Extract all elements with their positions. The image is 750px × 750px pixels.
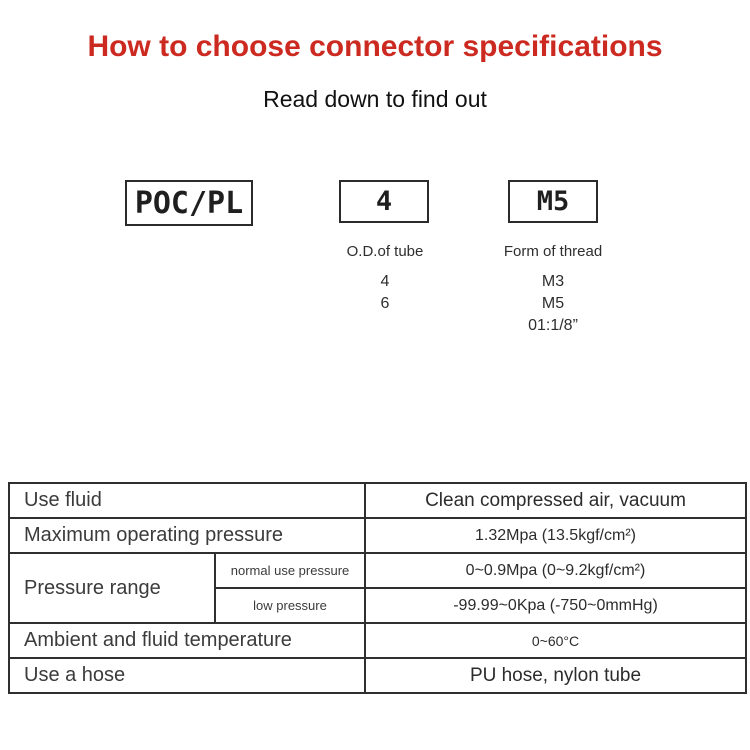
page-subtitle: Read down to find out bbox=[263, 86, 487, 112]
form-of-thread-options bbox=[478, 271, 628, 337]
row-value-low-pressure: -99.99~0Kpa (-750~0mmHg) bbox=[365, 588, 746, 623]
row-value-use-fluid: Clean compressed air, vacuum bbox=[365, 483, 746, 518]
row-value-use-a-hose: PU hose, nylon tube bbox=[365, 658, 746, 693]
model-series-box: POC/PL bbox=[125, 180, 253, 226]
od-option: 4 bbox=[380, 273, 390, 290]
od-of-tube-label: O.D.of tube bbox=[346, 243, 424, 260]
row-label-temperature: Ambient and fluid temperature bbox=[9, 623, 365, 658]
thread-option: 01:1/8” bbox=[528, 317, 578, 334]
row-label-pressure-range: Pressure range bbox=[9, 553, 215, 623]
table-row bbox=[9, 553, 746, 588]
row-value-temperature: 0~60°C bbox=[365, 623, 746, 658]
row-label-use-a-hose: Use a hose bbox=[9, 658, 365, 693]
page-title: How to choose connector specifications bbox=[87, 30, 663, 63]
table-row bbox=[9, 518, 746, 553]
table-row bbox=[9, 623, 746, 658]
row-value-max-pressure: 1.32Mpa (13.5kgf/cm²) bbox=[365, 518, 746, 553]
tube-size-box: 4 bbox=[339, 180, 429, 223]
row-value-normal-use-pressure: 0~0.9Mpa (0~9.2kgf/cm²) bbox=[365, 553, 746, 588]
spec-table bbox=[8, 482, 747, 694]
od-of-tube-options bbox=[310, 271, 460, 315]
od-option: 6 bbox=[380, 295, 390, 312]
row-label-max-pressure: Maximum operating pressure bbox=[9, 518, 365, 553]
thread-option: M5 bbox=[541, 295, 565, 312]
table-row bbox=[9, 483, 746, 518]
form-of-thread-label: Form of thread bbox=[503, 243, 603, 260]
thread-size-box: M5 bbox=[508, 180, 598, 223]
row-label-use-fluid: Use fluid bbox=[9, 483, 365, 518]
sublabel-normal-use-pressure: normal use pressure bbox=[215, 553, 365, 588]
thread-option: M3 bbox=[541, 273, 565, 290]
table-row bbox=[9, 658, 746, 693]
sublabel-low-pressure: low pressure bbox=[215, 588, 365, 623]
